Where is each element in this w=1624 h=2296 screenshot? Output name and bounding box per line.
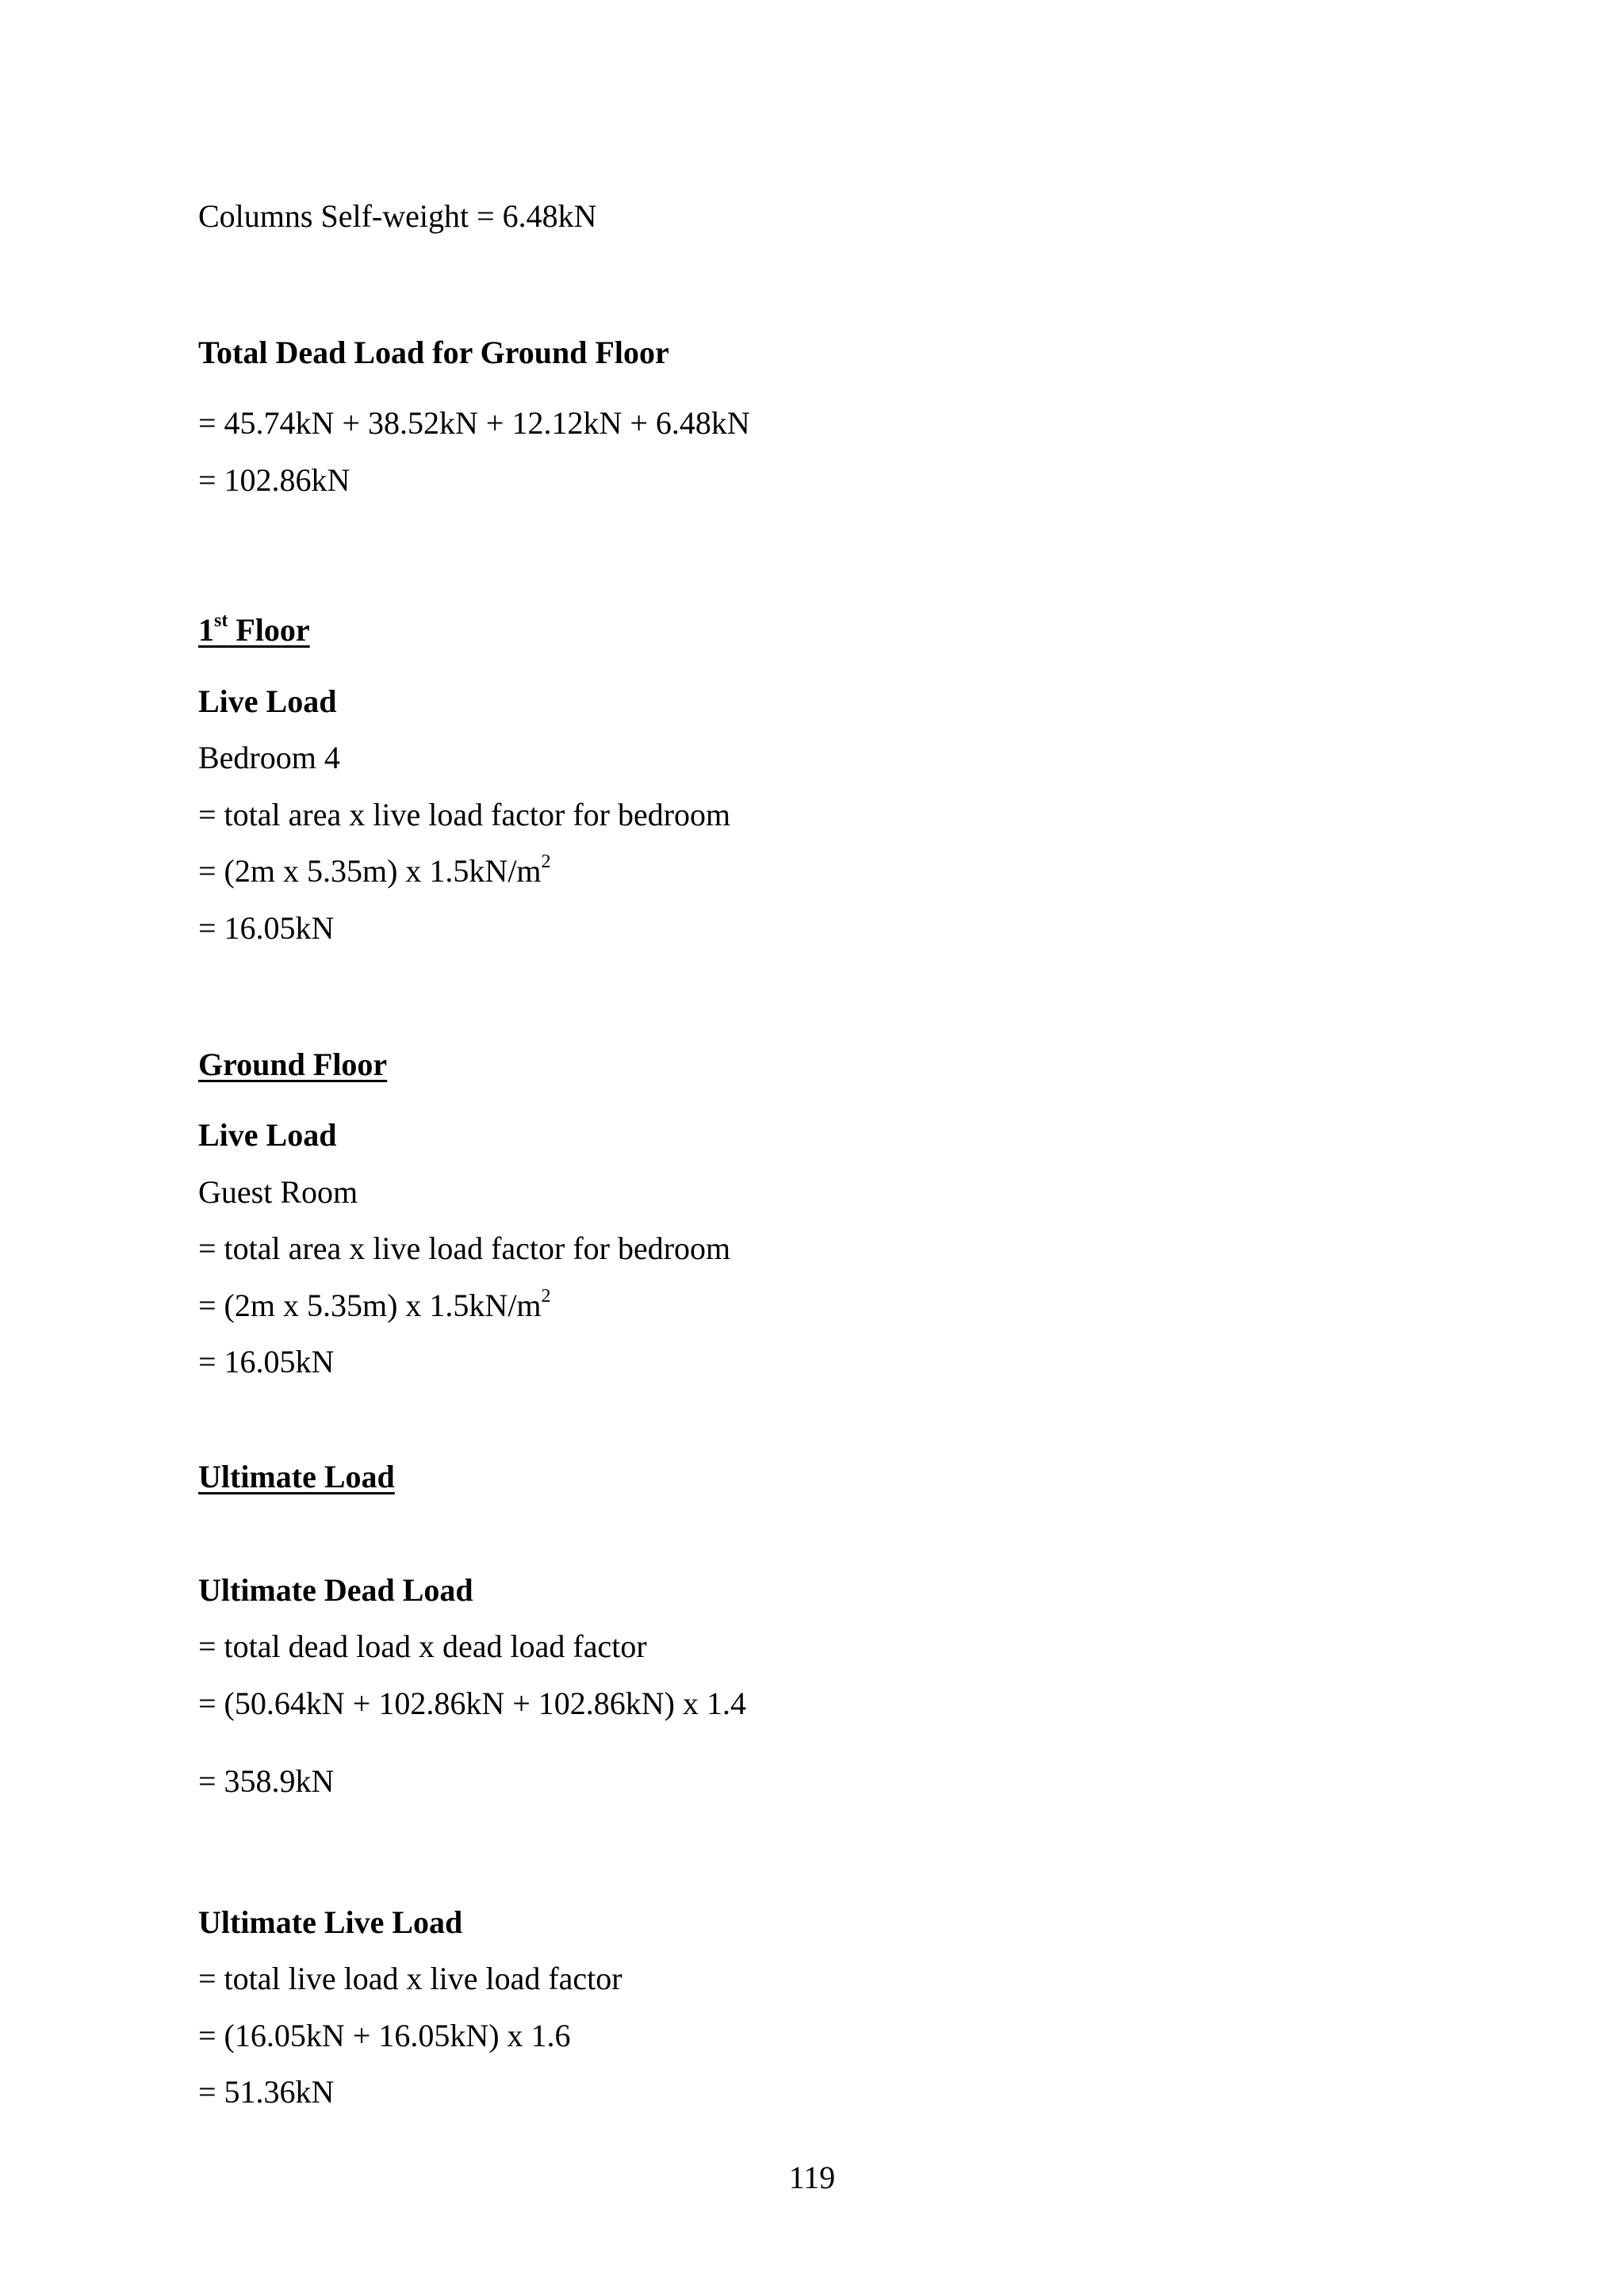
first-floor-calc-text: = (2m x 5.35m) x 1.5kN/m (198, 853, 542, 889)
ultimate-live-load-formula: = total live load x live load factor (198, 1961, 622, 1996)
ground-floor-live-load-heading: Live Load (198, 1117, 337, 1153)
ultimate-dead-load-result: = 358.9kN (198, 1763, 335, 1799)
ultimate-dead-load-heading: Ultimate Dead Load (198, 1572, 473, 1608)
first-floor-calc-exponent: 2 (541, 851, 551, 872)
ultimate-load-heading: Ultimate Load (198, 1459, 395, 1494)
page-number: 119 (788, 2160, 836, 2195)
ground-floor-calc-exponent: 2 (541, 1286, 551, 1307)
ultimate-dead-load-calc: = (50.64kN + 102.86kN + 102.86kN) x 1.4 (198, 1686, 746, 1721)
ground-floor-calc-text: = (2m x 5.35m) x 1.5kN/m (198, 1288, 542, 1323)
ultimate-dead-load-formula: = total dead load x dead load factor (198, 1628, 647, 1664)
first-floor-result: = 16.05kN (198, 910, 335, 946)
first-floor-heading-text: Floor (228, 612, 310, 648)
ground-floor-heading: Ground Floor (198, 1047, 388, 1082)
ground-floor-result: = 16.05kN (198, 1344, 335, 1380)
total-dead-load-result: = 102.86kN (198, 462, 350, 498)
ultimate-live-load-calc: = (16.05kN + 16.05kN) x 1.6 (198, 2018, 571, 2053)
ground-floor-formula: = total area x live load factor for bedroom (198, 1230, 731, 1266)
first-floor-calc (198, 851, 551, 891)
first-floor-room: Bedroom 4 (198, 740, 340, 775)
first-floor-heading-number: 1 (198, 612, 214, 648)
ground-floor-room: Guest Room (198, 1174, 358, 1210)
ultimate-live-load-heading: Ultimate Live Load (198, 1904, 463, 1940)
first-floor-heading-ordinal: st (214, 610, 228, 631)
columns-self-weight: Columns Self-weight = 6.48kN (198, 198, 597, 234)
total-dead-load-sum: = 45.74kN + 38.52kN + 12.12kN + 6.48kN (198, 405, 750, 441)
first-floor-live-load-heading: Live Load (198, 683, 337, 719)
total-dead-load-heading: Total Dead Load for Ground Floor (198, 335, 669, 370)
ultimate-live-load-result: = 51.36kN (198, 2074, 335, 2110)
first-floor-heading (198, 610, 310, 650)
ground-floor-calc (198, 1286, 551, 1326)
first-floor-formula: = total area x live load factor for bedroom (198, 797, 731, 832)
